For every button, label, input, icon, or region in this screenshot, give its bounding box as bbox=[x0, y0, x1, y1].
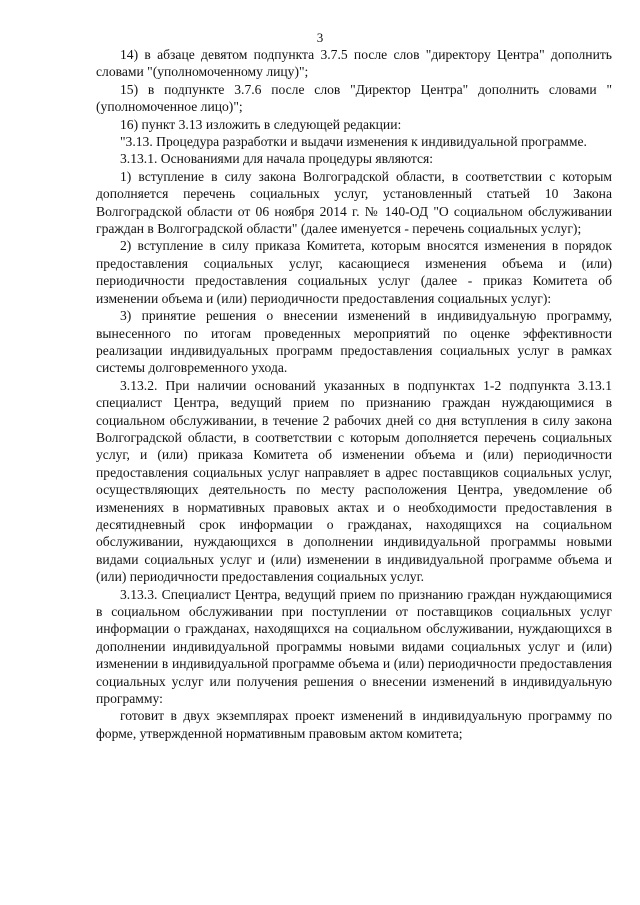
paragraph-prepare-draft: готовит в двух экземплярах проект изменений в индивидуальную программу по форме, утвержденной нормативным правовым актом комитета; bbox=[96, 708, 612, 741]
paragraph-item-16: 16) пункт 3.13 изложить в следующей редакции: bbox=[120, 116, 402, 132]
paragraph-basis-3: 3) принятие решения о внесении изменений в индивидуальную программу, вынесенного по итогам проведенных мероприятий по оценке эффективности реализации индивидуальных программ предоставления социальных услуг в рамках системы долговременного ухода. bbox=[96, 308, 612, 376]
paragraph-item-14: 14) в абзаце девятом подпункта 3.7.5 после слов "директору Центра" дополнить словами "(уполномоченному лицу)"; bbox=[96, 47, 612, 80]
paragraph-section-3-13-2: 3.13.2. При наличии оснований указанных в подпунктах 1-2 подпункта 3.13.1 специалист Центра, ведущий прием по признанию граждан нуждающимися в социальном обслуживании, в течение 2 рабочих дней со дня вступления в силу закона Волгоградской области, в соответствии с которым дополняется перечень социальных услуг, и (или) приказа Комитета об изменении объема и (или) периодичности предоставления социальных услуг направляет в адрес поставщиков социальных услуг, осуществляющих деятельность по месту расположения Центра, уведомление об изменениях в нормативных правовых актах и о необходимости предоставления в десятидневный срок информации о гражданах, находящихся на социальном обслуживании, нуждающихся в дополнении индивидуальной программы новыми видами социальных услуг и (или) изменении в индивидуальной программе объема и (или) периодичности предоставления социальных услуг. bbox=[96, 377, 612, 585]
paragraph-basis-2: 2) вступление в силу приказа Комитета, которым вносятся изменения в порядок предоставления социальных услуг, касающиеся изменения объема и (или) периодичности предоставления социальных услуг (далее - приказ Комитета об изменении объема и (или) периодичности предоставления социальных услуг): bbox=[96, 238, 612, 306]
paragraph-item-15: 15) в подпункте 3.7.6 после слов "Директор Центра" дополнить словами "(уполномоченное лицо)"; bbox=[96, 81, 612, 115]
paragraph-section-3-13-3: 3.13.3. Специалист Центра, ведущий прием по признанию граждан нуждающимися в социальном обслуживании при поступлении от поставщиков социальных услуг информации о гражданах, находящихся на социальном обслуживании, нуждающихся в дополнении индивидуальной программы новыми видами социальных услуг и (или) изменении в индивидуальной программе объема и (или) периодичности предоставления социальных услуг или получения решения о внесении изменений в индивидуальную программу: bbox=[96, 586, 612, 707]
paragraph-section-3-13-heading: "3.13. Процедура разработки и выдачи изменения к индивидуальной программе. bbox=[120, 134, 587, 150]
page-number: 3 bbox=[316, 30, 324, 45]
paragraph-basis-1: 1) вступление в силу закона Волгоградской области, в соответствии с которым дополняется перечень социальных услуг, установленный статьей 10 Закона Волгоградской области от 06 ноября 2014 г. № 140-ОД "О социальном обслуживании граждан в Волгоградской области" (далее именуется - перечень социальных услуг); bbox=[96, 168, 612, 237]
document-body bbox=[96, 46, 612, 742]
paragraph-section-3-13-1: 3.13.1. Основаниями для начала процедуры являются: bbox=[120, 151, 434, 167]
